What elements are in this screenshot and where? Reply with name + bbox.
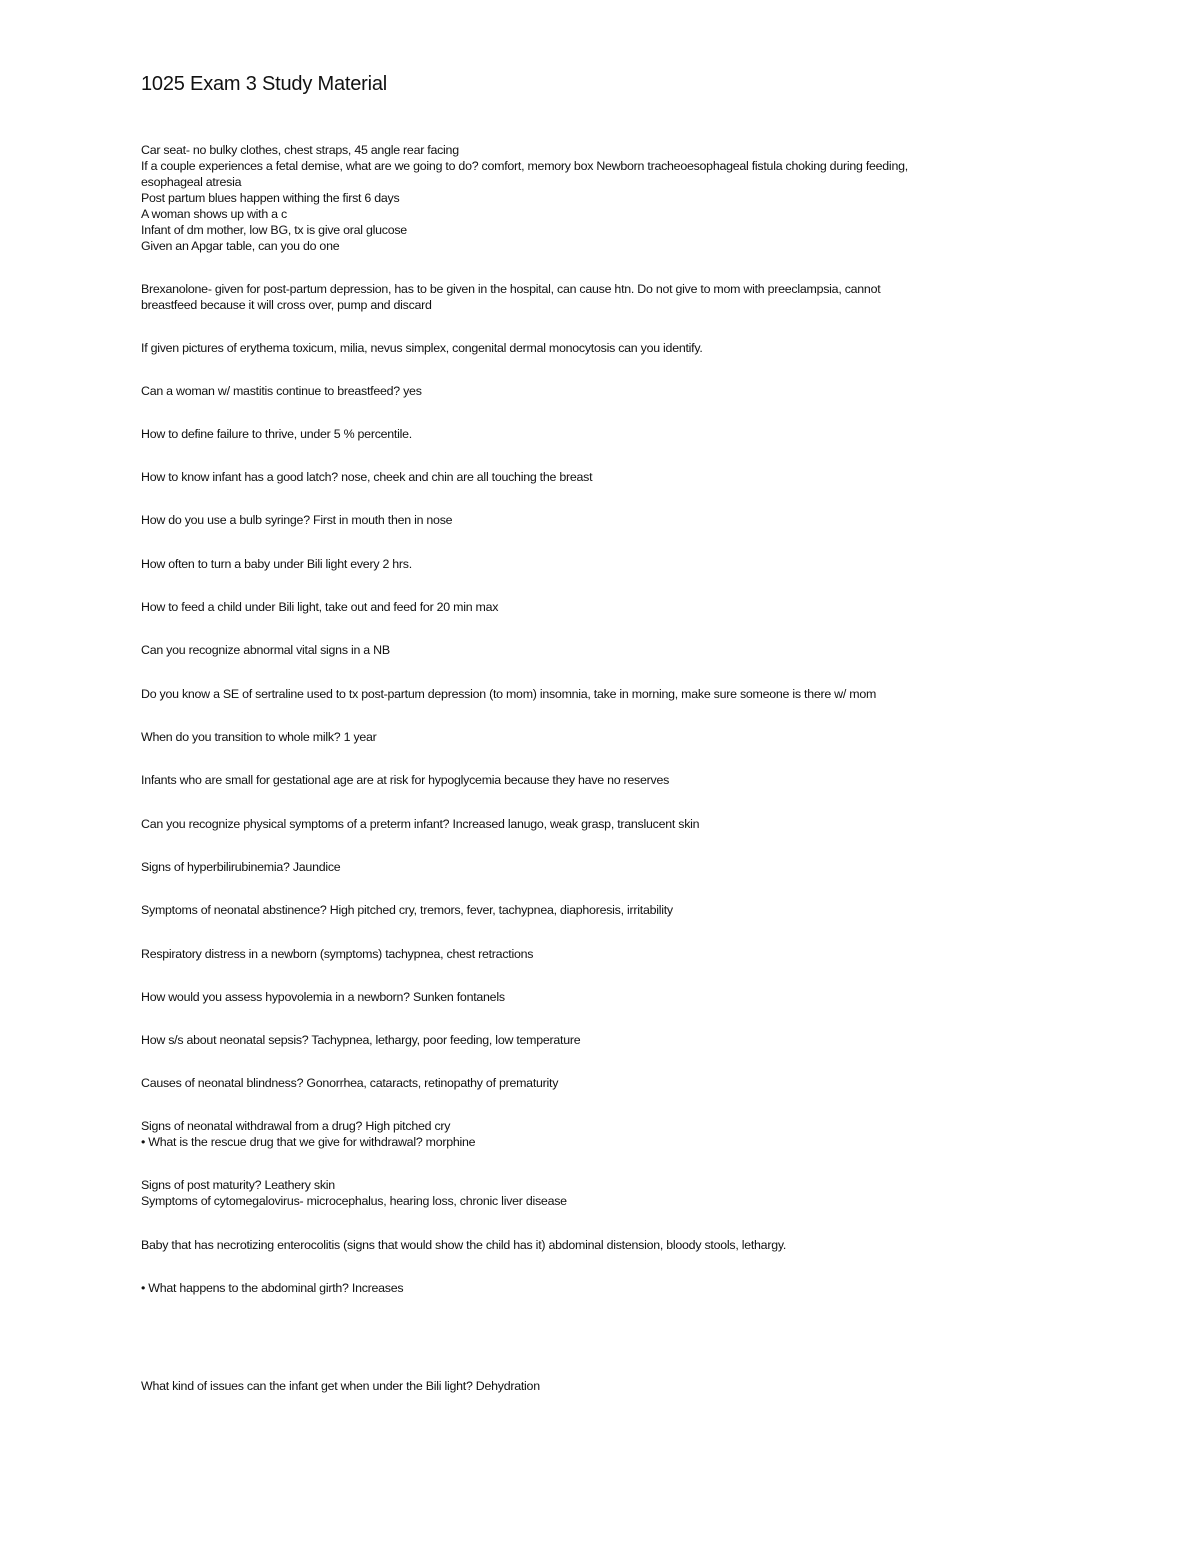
text-line: How do you use a bulb syringe? First in mouth then in nose bbox=[141, 513, 453, 527]
text-line: How to define failure to thrive, under 5 % percentile. bbox=[141, 427, 412, 441]
text-line: Infants who are small for gestational age are at risk for hypoglycemia because they have no reserves bbox=[141, 773, 670, 787]
text-line: Do you know a SE of sertraline used to tx post-partum depression (to mom) insomnia, take in morning, make sure someone is there w/ mom bbox=[141, 687, 877, 701]
text-line: If a couple experiences a fetal demise, what are we going to do? comfort, memory box Newborn tracheoesophageal fistula choking during feeding, bbox=[141, 159, 908, 173]
text-line: How would you assess hypovolemia in a newborn? Sunken fontanels bbox=[141, 990, 505, 1004]
bullet-item: • What happens to the abdominal girth? Increases bbox=[141, 1281, 404, 1295]
text-line: Car seat- no bulky clothes, chest straps, 45 angle rear facing bbox=[141, 143, 459, 157]
text-line: Can you recognize abnormal vital signs in a NB bbox=[141, 643, 390, 657]
bullet-item: • What is the rescue drug that we give for withdrawal? morphine bbox=[141, 1135, 476, 1149]
text-line: Causes of neonatal blindness? Gonorrhea, cataracts, retinopathy of prematurity bbox=[141, 1076, 559, 1090]
text-line: Baby that has necrotizing enterocolitis (signs that would show the child has it) abdominal distension, bloody stools, lethargy. bbox=[141, 1238, 787, 1252]
text-line: Respiratory distress in a newborn (symptoms) tachypnea, chest retractions bbox=[141, 947, 534, 961]
text-line: How to feed a child under Bili light, take out and feed for 20 min max bbox=[141, 600, 499, 614]
text-line: Post partum blues happen withing the first 6 days bbox=[141, 191, 400, 205]
text-line: Given an Apgar table, can you do one bbox=[141, 239, 340, 253]
text-line: Signs of post maturity? Leathery skin bbox=[141, 1178, 335, 1192]
text-line: breastfeed because it will cross over, pump and discard bbox=[141, 298, 432, 312]
text-line: A woman shows up with a c bbox=[141, 207, 287, 221]
text-line: When do you transition to whole milk? 1 year bbox=[141, 730, 377, 744]
text-line: Can you recognize physical symptoms of a preterm infant? Increased lanugo, weak grasp, translucent skin bbox=[141, 817, 700, 831]
text-line: What kind of issues can the infant get when under the Bili light? Dehydration bbox=[141, 1379, 540, 1393]
text-line: How to know infant has a good latch? nose, cheek and chin are all touching the breast bbox=[141, 470, 593, 484]
text-line: Signs of neonatal withdrawal from a drug? High pitched cry bbox=[141, 1119, 451, 1133]
text-line: How often to turn a baby under Bili light every 2 hrs. bbox=[141, 557, 412, 571]
text-line: Brexanolone- given for post-partum depression, has to be given in the hospital, can cause htn. Do not give to mom with preeclampsia, cannot bbox=[141, 282, 881, 296]
text-line: Symptoms of cytomegalovirus- microcephalus, hearing loss, chronic liver disease bbox=[141, 1194, 567, 1208]
text-line: esophageal atresia bbox=[141, 175, 242, 189]
text-line: Infant of dm mother, low BG, tx is give oral glucose bbox=[141, 223, 407, 237]
document-title: 1025 Exam 3 Study Material bbox=[141, 73, 388, 95]
text-line: Signs of hyperbilirubinemia? Jaundice bbox=[141, 860, 341, 874]
text-line: Symptoms of neonatal abstinence? High pitched cry, tremors, fever, tachypnea, diaphoresis, irritability bbox=[141, 903, 673, 917]
text-line: If given pictures of erythema toxicum, milia, nevus simplex, congenital dermal monocytosis can you identify. bbox=[141, 341, 703, 355]
text-line: Can a woman w/ mastitis continue to breastfeed? yes bbox=[141, 384, 422, 398]
text-line: How s/s about neonatal sepsis? Tachypnea, lethargy, poor feeding, low temperature bbox=[141, 1033, 581, 1047]
